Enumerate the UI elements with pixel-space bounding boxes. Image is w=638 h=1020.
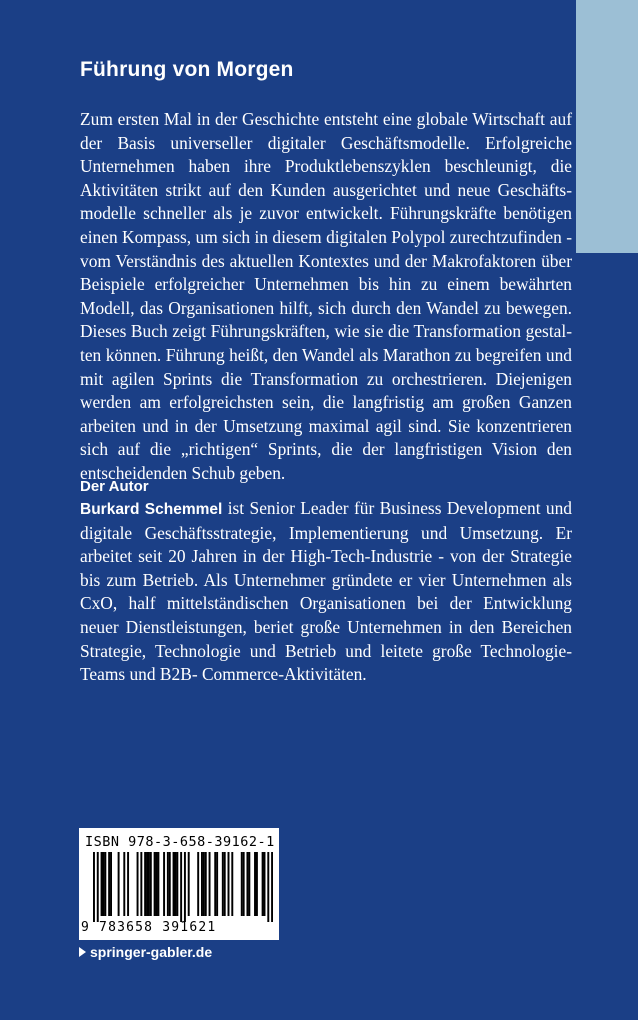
barcode-bar — [144, 852, 146, 916]
cover-accent-tab — [576, 0, 638, 253]
barcode-bar — [148, 852, 150, 916]
arrow-right-icon — [79, 947, 86, 957]
barcode-bar — [93, 852, 95, 922]
barcode-bar — [150, 852, 152, 916]
publisher-url: springer-gabler.de — [90, 944, 213, 960]
barcode-bar — [248, 852, 250, 916]
barcode-bar — [254, 852, 256, 916]
barcode-bar — [137, 852, 139, 916]
book-blurb: Zum ersten Mal in der Geschichte entsteht eine globale Wirtschaft auf der Basis universeller digitaler Geschäftsmodelle. Erfolgreiche Unternehmen haben ihre Produktlebenszyklen beschleunigt, die Aktivitäten strikt auf den Kunden ausgerichtet und neue Geschäftsmodelle schneller als je zuvor entwickelt. Führungskräfte benötigen einen Kompass, um sich in diesem digitalen Polypol zurechtzufinden - vom Verständnis des aktuellen Kontextes und der Makrofaktoren über Beispiele erfolgreicher Unternehmen bis hin zu einem bewährten Modell, das Organisationen hilft, sich durch den Wandel zu bewegen. Dieses Buch zeigt Führungskräften, wie sie die Transformation gestalten können. Führung heißt, den Wandel als Marathon zu begreifen und mit agilen Sprints die Transformation zu orchestrieren. Diejenigen werden am erfolgreichsten sein, die langfristig am großen Ganzen arbeiten und in der Umsetzung maximal agil sind. Sie konzentrieren sich auf die „richtigen“ Sprints, die der langfristigen Vision den entscheidenden Schub geben. — [80, 109, 572, 483]
barcode-bar — [216, 852, 218, 916]
barcode-bar — [243, 852, 245, 916]
barcode-bar — [102, 852, 104, 916]
publisher-link[interactable] — [79, 944, 212, 960]
barcode-bar — [241, 852, 243, 916]
barcode-bar — [205, 852, 207, 916]
barcode-digits: 9 783658 391621 — [81, 920, 217, 935]
author-bio-text: ist Senior Leader für Business Development und digitale Geschäftsstrategie, Implementierung und Umsetzung. Er arbeitet seit 20 Jahren in der High-Tech-Industrie - von der Strategie bis zum Betrieb. Als Unternehmer gründete er vier Unternehmen als CxO, half mittelständischen Organisationen bei der Entwicklung neuer Dienstleistungen, beriet große Unternehmen in den Bereichen Strategie, Technologie und Betrieb und leitete große Technologie-Teams und B2B- Commerce-Aktivitäten. — [80, 498, 573, 685]
barcode-bar — [201, 852, 203, 916]
barcode-bar — [197, 852, 199, 916]
author-heading: Der Autor — [80, 478, 149, 495]
barcode-bar — [108, 852, 110, 916]
barcode-bar — [256, 852, 258, 916]
barcode-bar — [118, 852, 120, 916]
barcode-bar — [156, 852, 158, 916]
barcode-bar — [188, 852, 190, 916]
barcode-bar — [127, 852, 129, 916]
isbn-barcode — [79, 828, 279, 940]
barcode-bar — [264, 852, 266, 916]
book-title: Führung von Morgen — [80, 58, 294, 81]
barcode-bar — [101, 852, 103, 916]
barcode-bar — [184, 852, 186, 922]
barcode-bar — [267, 852, 269, 922]
barcode-bar — [180, 852, 182, 922]
barcode-bar — [203, 852, 205, 916]
barcode-bar — [110, 852, 112, 916]
barcode-bar — [174, 852, 176, 916]
barcode-bar — [104, 852, 106, 916]
barcode-bar — [173, 852, 175, 916]
isbn-label: ISBN 978-3-658-39162-1 — [85, 834, 275, 850]
barcode-bar — [157, 852, 159, 916]
author-name: Burkard Schemmel — [80, 501, 223, 518]
barcode-bar — [176, 852, 178, 916]
barcode-bars — [93, 852, 273, 922]
barcode-bar — [123, 852, 125, 916]
barcode-bar — [246, 852, 248, 916]
barcode-bar — [224, 852, 226, 916]
barcode-bar — [209, 852, 211, 916]
barcode-bar — [222, 852, 224, 916]
barcode-bar — [271, 852, 273, 922]
barcode-bar — [97, 852, 99, 922]
barcode-bar — [163, 852, 165, 916]
barcode-bar — [231, 852, 233, 916]
barcode-bar — [167, 852, 169, 916]
barcode-bar — [140, 852, 142, 916]
barcode-bar — [146, 852, 148, 916]
barcode-bar — [228, 852, 230, 916]
barcode-bar — [169, 852, 171, 916]
barcode-bar — [262, 852, 264, 916]
barcode-bar — [154, 852, 156, 916]
barcode-bar — [214, 852, 216, 916]
author-bio — [80, 497, 572, 687]
